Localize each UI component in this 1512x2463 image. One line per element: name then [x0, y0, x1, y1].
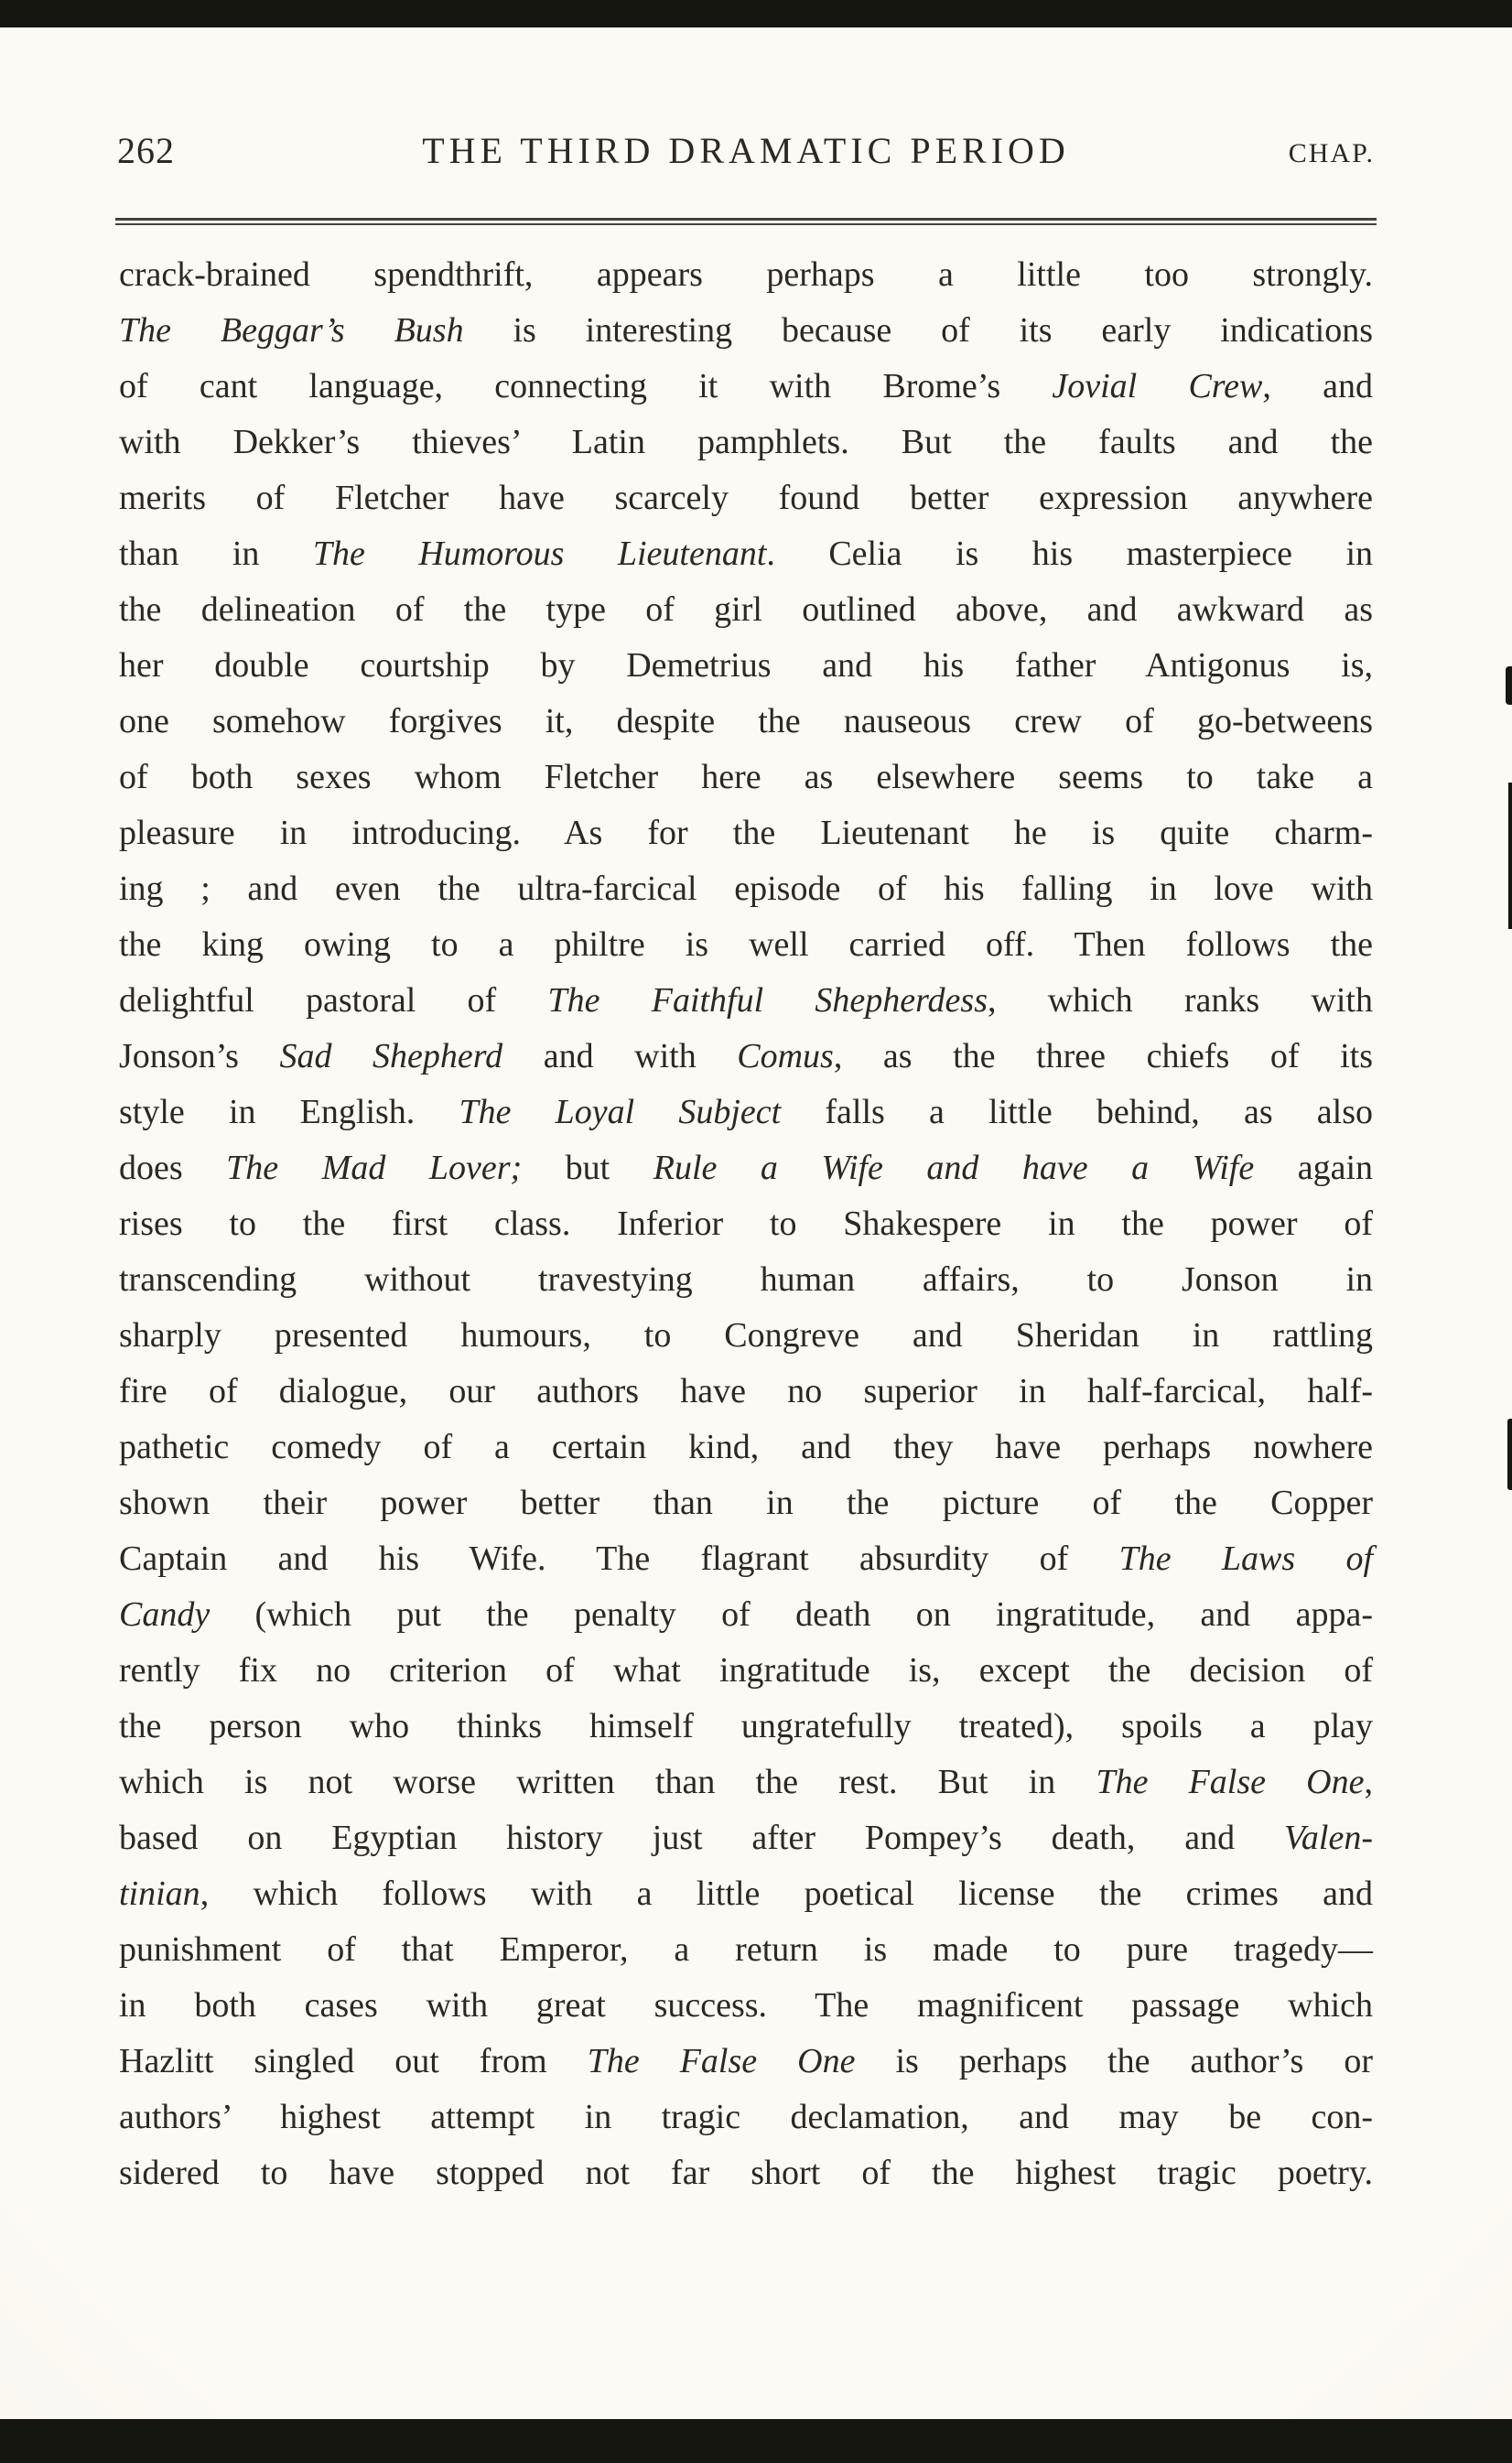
text-line: of cant language, connecting it with Brome’s Jovial Crew, and	[119, 367, 1373, 405]
text-line: merits of Fletcher have scarcely found better expression anywhere	[119, 479, 1373, 517]
running-title: THE THIRD DRAMATIC PERIOD	[422, 130, 1070, 171]
scan-edge-mark	[1508, 783, 1512, 929]
text-line: the king owing to a philtre is well carried off. Then follows the	[119, 925, 1373, 964]
text-line: delightful pastoral of The Faithful Shepherdess, which ranks with	[119, 981, 1373, 1020]
text-line: sidered to have stopped not far short of the highest tragic poetry.	[119, 2154, 1373, 2192]
text-line: in both cases with great success. The magnificent passage which	[119, 1986, 1373, 2025]
scan-edge-top	[0, 0, 1512, 27]
scan-edge-mark	[1506, 666, 1512, 705]
text-line: Jonson’s Sad Shepherd and with Comus, as the three chiefs of its	[119, 1037, 1373, 1075]
text-line: tinian, which follows with a little poetical license the crimes and	[119, 1874, 1373, 1913]
text-line: her double courtship by Demetrius and his father Antigonus is,	[119, 646, 1373, 685]
text-line: which is not worse written than the rest. But in The False One,	[119, 1763, 1373, 1801]
text-line: one somehow forgives it, despite the nauseous crew of go-betweens	[119, 702, 1373, 740]
text-line: transcending without travestying human affairs, to Jonson in	[119, 1260, 1373, 1299]
text-line: rently fix no criterion of what ingratitude is, except the decision of	[119, 1651, 1373, 1690]
text-line: fire of dialogue, our authors have no superior in half-farcical, half-	[119, 1372, 1373, 1410]
text-block	[119, 247, 1373, 2201]
text-line: punishment of that Emperor, a return is made to pure tragedy—	[119, 1930, 1373, 1969]
header-divider-rule	[115, 218, 1377, 225]
text-line: sharply presented humours, to Congreve and Sheridan in rattling	[119, 1316, 1373, 1355]
page-header	[117, 115, 1375, 172]
text-line: pleasure in introducing. As for the Lieutenant he is quite charm-	[119, 814, 1373, 852]
text-line: style in English. The Loyal Subject falls a little behind, as also	[119, 1093, 1374, 1131]
text-line: the person who thinks himself ungratefully treated), spoils a play	[119, 1707, 1373, 1745]
scan-edge-bottom	[0, 2419, 1512, 2463]
scan-edge-mark	[1507, 1419, 1512, 1490]
text-line: crack-brained spendthrift, appears perhaps a little too strongly.	[119, 255, 1373, 294]
text-line: with Dekker’s thieves’ Latin pamphlets. But the faults and the	[119, 423, 1373, 461]
text-line: Captain and his Wife. The flagrant absurdity of The Laws of	[119, 1539, 1373, 1578]
text-line: The Beggar’s Bush is interesting because of its early indications	[119, 311, 1373, 350]
text-line: ing ; and even the ultra-farcical episode of his falling in love with	[119, 870, 1373, 908]
chapter-label: CHAP.	[1288, 138, 1375, 168]
text-line: pathetic comedy of a certain kind, and they have perhaps nowhere	[119, 1428, 1373, 1466]
text-line: does The Mad Lover; but Rule a Wife and have a Wife again	[119, 1149, 1374, 1187]
text-line: of both sexes whom Fletcher here as elsewhere seems to take a	[119, 758, 1373, 796]
text-line: Hazlitt singled out from The False One is perhaps the author’s or	[119, 2042, 1374, 2080]
text-line: shown their power better than in the picture of the Copper	[119, 1484, 1373, 1522]
text-line: rises to the first class. Inferior to Shakespere in the power of	[119, 1204, 1373, 1243]
text-line: the delineation of the type of girl outlined above, and awkward as	[119, 590, 1373, 629]
text-line: than in The Humorous Lieutenant. Celia is his masterpiece in	[119, 535, 1374, 573]
text-line: Candy (which put the penalty of death on ingratitude, and appa-	[119, 1595, 1373, 1634]
page-number: 262	[117, 130, 175, 171]
text-line: based on Egyptian history just after Pompey’s death, and Valen-	[119, 1819, 1373, 1857]
text-line: authors’ highest attempt in tragic declamation, and may be con-	[119, 2098, 1373, 2136]
